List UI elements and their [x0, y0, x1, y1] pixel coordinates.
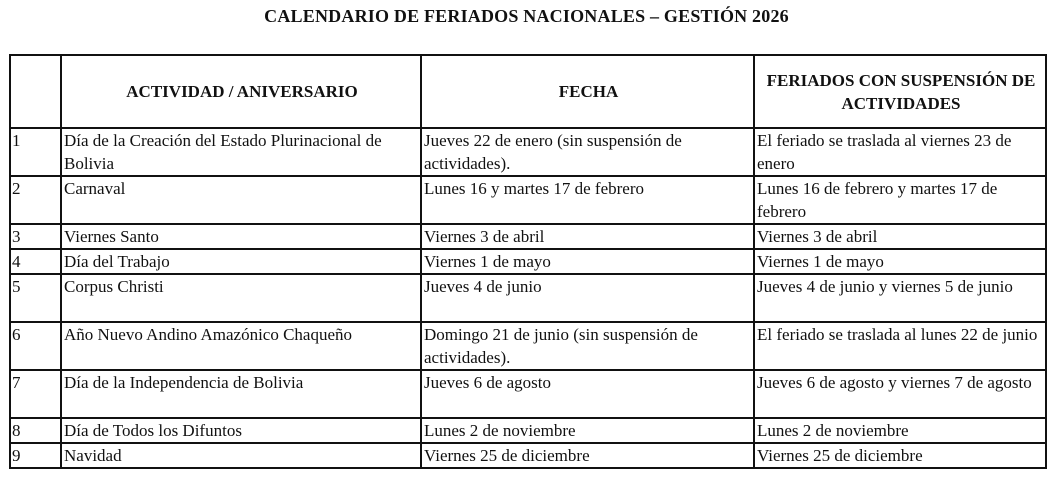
row-holiday: El feriado se traslada al lunes 22 de junio: [754, 322, 1046, 370]
row-date: Viernes 1 de mayo: [421, 249, 754, 274]
row-date: Jueves 4 de junio: [421, 274, 754, 322]
header-holiday: FERIADOS CON SUSPENSIÓN DE ACTIVIDADES: [754, 55, 1046, 128]
table-row: [10, 443, 1046, 468]
row-activity: Viernes Santo: [61, 224, 421, 249]
header-num: [10, 55, 61, 128]
row-number: 2: [10, 176, 61, 224]
row-number: 5: [10, 274, 61, 322]
row-date: Jueves 6 de agosto: [421, 370, 754, 418]
table-row: [10, 176, 1046, 224]
table-row: [10, 224, 1046, 249]
row-holiday: Lunes 16 de febrero y martes 17 de febrero: [754, 176, 1046, 224]
row-date: Domingo 21 de junio (sin suspensión de actividades).: [421, 322, 754, 370]
row-date: Lunes 16 y martes 17 de febrero: [421, 176, 754, 224]
row-number: 9: [10, 443, 61, 468]
row-holiday: El feriado se traslada al viernes 23 de enero: [754, 128, 1046, 176]
row-number: 3: [10, 224, 61, 249]
row-activity: Año Nuevo Andino Amazónico Chaqueño: [61, 322, 421, 370]
row-activity: Carnaval: [61, 176, 421, 224]
holidays-table: [9, 54, 1047, 469]
row-date: Jueves 22 de enero (sin suspensión de actividades).: [421, 128, 754, 176]
row-number: 4: [10, 249, 61, 274]
row-number: 1: [10, 128, 61, 176]
header-date: FECHA: [421, 55, 754, 128]
row-holiday: Jueves 4 de junio y viernes 5 de junio: [754, 274, 1046, 322]
table-row: [10, 322, 1046, 370]
row-activity: Día de Todos los Difuntos: [61, 418, 421, 443]
table-header-row: [10, 55, 1046, 128]
row-number: 8: [10, 418, 61, 443]
table-row: [10, 128, 1046, 176]
row-holiday: Viernes 25 de diciembre: [754, 443, 1046, 468]
table-row: [10, 418, 1046, 443]
row-date: Viernes 3 de abril: [421, 224, 754, 249]
row-holiday: Jueves 6 de agosto y viernes 7 de agosto: [754, 370, 1046, 418]
table-row: [10, 249, 1046, 274]
row-activity: Día del Trabajo: [61, 249, 421, 274]
row-date: Viernes 25 de diciembre: [421, 443, 754, 468]
header-activity: ACTIVIDAD / ANIVERSARIO: [61, 55, 421, 128]
row-holiday: Lunes 2 de noviembre: [754, 418, 1046, 443]
row-activity: Corpus Christi: [61, 274, 421, 322]
row-number: 6: [10, 322, 61, 370]
row-activity: Día de la Independencia de Bolivia: [61, 370, 421, 418]
row-date: Lunes 2 de noviembre: [421, 418, 754, 443]
row-number: 7: [10, 370, 61, 418]
row-activity: Día de la Creación del Estado Plurinacional de Bolivia: [61, 128, 421, 176]
table-row: [10, 370, 1046, 418]
row-activity: Navidad: [61, 443, 421, 468]
row-holiday: Viernes 1 de mayo: [754, 249, 1046, 274]
page-title: CALENDARIO DE FERIADOS NACIONALES – GESTIÓN 2026: [264, 6, 789, 26]
row-holiday: Viernes 3 de abril: [754, 224, 1046, 249]
table-row: [10, 274, 1046, 322]
